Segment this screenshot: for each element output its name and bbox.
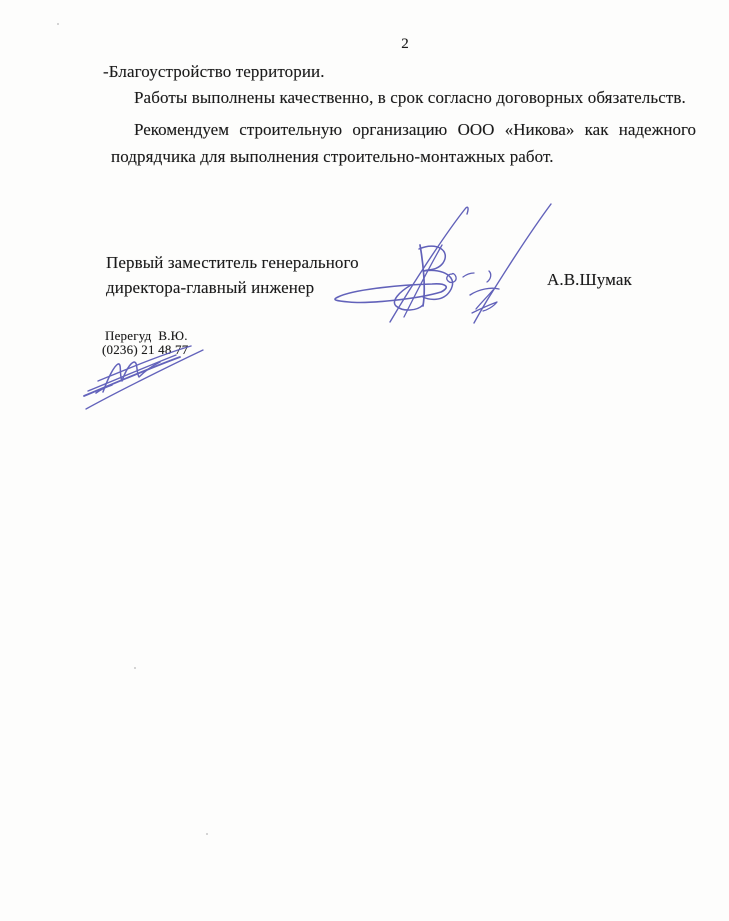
signer-title-line1: Первый заместитель генерального	[106, 253, 359, 272]
scan-speck	[206, 833, 208, 835]
body-paragraph-recommendation-line2: подрядчика для выполнения строительно-монтажных работ.	[111, 147, 554, 166]
contact-phone-number: (0236) 21 48 77	[102, 342, 189, 357]
contact-person-name: Перегуд В.Ю.	[105, 328, 188, 343]
page-number: 2	[401, 36, 409, 52]
scan-speck	[134, 667, 136, 669]
body-text-line-raboty: Работы выполнены качественно, в срок согласно договорных обязательств.	[134, 88, 686, 107]
body-text-line-blagoustroystvo: -Благоустройство территории.	[103, 62, 325, 81]
signer-name: А.В.Шумак	[547, 270, 632, 289]
body-paragraph-recommendation-line1: Рекомендуем строительную организацию ООО «Никова» как надежного	[134, 120, 696, 139]
scan-speck	[57, 23, 59, 25]
signer-title-line2: директора-главный инженер	[106, 278, 315, 297]
